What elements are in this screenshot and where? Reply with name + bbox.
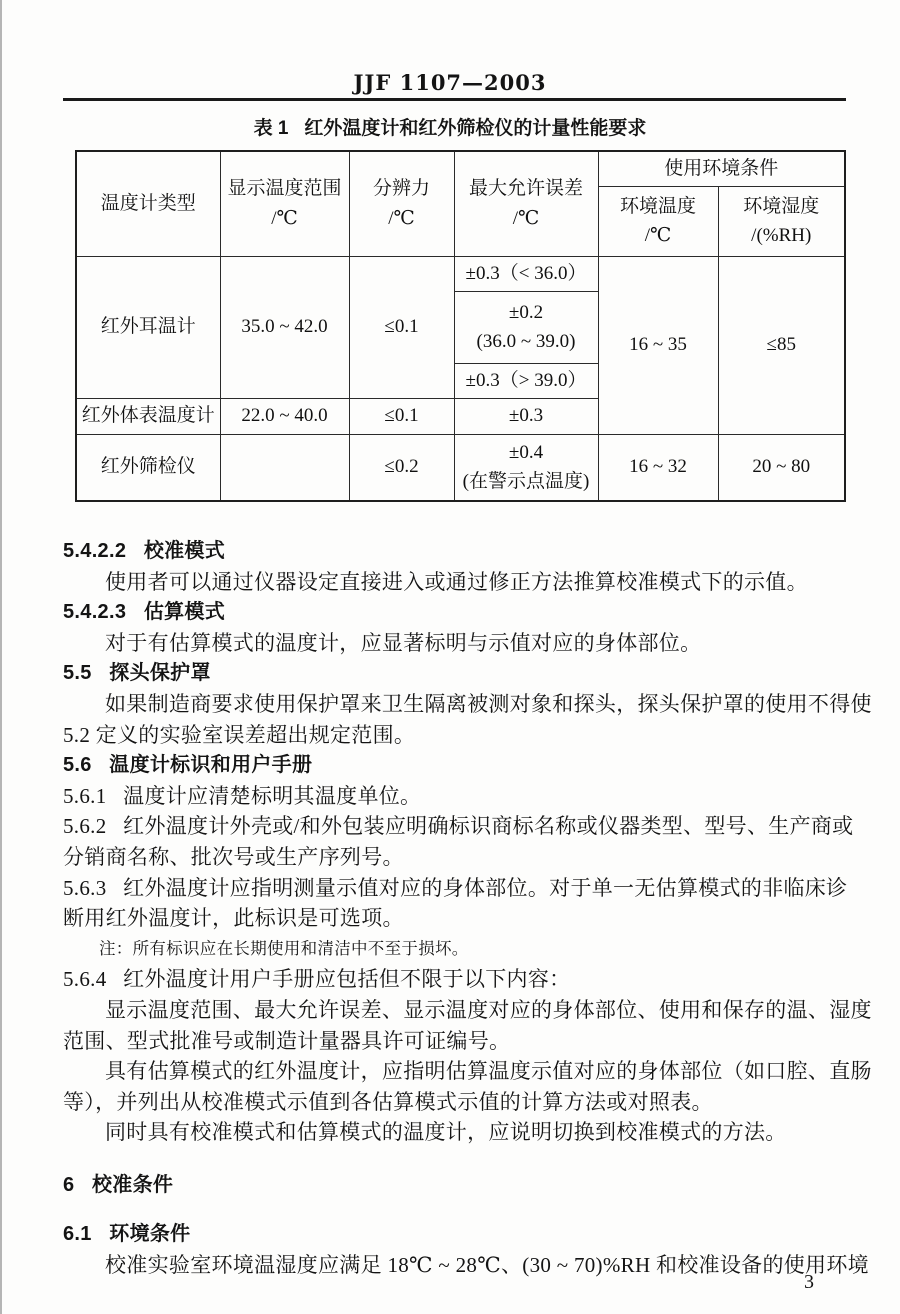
cell-screening-mpe-value: ±0.4: [508, 441, 544, 463]
cell-ear-type: 红外耳温计: [76, 256, 220, 398]
text-line: 显示温度范围、最大允许误差、显示温度对应的身体部位、使用和保存的温、湿度: [105, 997, 872, 1022]
text-line: 使用者可以通过仪器设定直接进入或通过修正方法推算校准模式下的示值。: [105, 569, 808, 594]
th-env-hum-unit: /(%RH): [751, 225, 812, 246]
body-text: [63, 536, 872, 1281]
document-code: JJF 1107—2003: [353, 70, 547, 95]
th-env-temp-label: 环境温度: [619, 195, 696, 217]
cell-skin-range: 22.0 ~ 40.0: [220, 398, 349, 434]
th-env-temp-unit: /℃: [644, 225, 672, 246]
text-line: 5.2 定义的实验室误差超出规定范围。: [63, 722, 416, 747]
cell-ear-mpe-mid: [454, 291, 598, 363]
text-line: 分销商名称、批次号或生产序列号。: [63, 844, 404, 869]
clause-heading: 5.6 温度计标识和用户手册: [63, 754, 313, 777]
note-line: 注：所有标识应在长期使用和清洁中不至于损坏。: [99, 938, 469, 958]
th-resolution-label: 分辨力: [372, 178, 430, 200]
text-line: 校准实验室环境温湿度应满足 18℃ ~ 28℃、(30 ~ 70)%RH 和校准设备的使用环境: [105, 1253, 869, 1278]
th-display-range: [220, 151, 349, 256]
clause-heading: 5.4.2.2 校准模式: [63, 540, 226, 562]
cell-ear-env-temp: 16 ~ 35: [598, 256, 718, 434]
page-number: 3: [804, 1271, 814, 1293]
cell-skin-type: 红外体表温度计: [76, 398, 220, 434]
cell-ear-mpe-high: ±0.3（> 39.0）: [454, 363, 598, 398]
cell-ear-mpe-low: ±0.3（< 36.0）: [454, 256, 598, 291]
th-env-temp: [598, 186, 718, 256]
cell-skin-resolution: ≤0.1: [349, 398, 454, 434]
text-line: 范围、型式批准号或制造计量器具许可证编号。: [63, 1028, 511, 1053]
th-display-range-unit: /℃: [271, 207, 298, 229]
text-line: 5.6.4 红外温度计用户手册应包括但不限于以下内容：: [63, 967, 571, 992]
cell-ear-range: 35.0 ~ 42.0: [220, 256, 349, 398]
header-divider: [63, 98, 846, 101]
clause-heading: 5.4.2.3 估算模式: [63, 601, 226, 624]
cell-screening-type: 红外筛检仪: [76, 434, 220, 501]
text-line: 对于有估算模式的温度计，应显著标明与示值对应的身体部位。: [105, 630, 702, 655]
text-line: 5.6.3 红外温度计应指明测量示值对应的身体部位。对于单一无估算模式的非临床诊: [63, 875, 848, 900]
th-mpe: [454, 151, 598, 256]
cell-screening-mpe-note: (在警示点温度): [462, 471, 590, 493]
text-line: 如果制造商要求使用保护罩来卫生隔离被测对象和探头，探头保护罩的使用不得使: [105, 691, 872, 716]
performance-table: [75, 150, 846, 502]
cell-screening-resolution: ≤0.2: [349, 434, 454, 501]
th-resolution: [349, 151, 454, 256]
cell-screening-env-temp: 16 ~ 32: [598, 434, 718, 501]
text-line: 断用红外温度计，此标识是可选项。: [63, 906, 404, 931]
th-display-range-label: 显示温度范围: [227, 178, 342, 200]
table-title: 表 1 红外温度计和红外筛检仪的计量性能要求: [253, 118, 647, 139]
th-env-hum-label: 环境湿度: [743, 195, 820, 217]
cell-screening-range: [220, 434, 349, 501]
clause-heading: 6.1 环境条件: [63, 1223, 191, 1246]
cell-screening-mpe: [454, 434, 598, 501]
th-resolution-unit: /℃: [388, 207, 415, 229]
text-line: 同时具有校准模式和估算模式的温度计，应说明切换到校准模式的方法。: [105, 1120, 787, 1145]
cell-ear-resolution: ≤0.1: [349, 256, 454, 398]
text-line: 具有估算模式的红外温度计，应指明估算温度示值对应的身体部位（如口腔、直肠: [105, 1059, 872, 1084]
text-line: 5.6.2 红外温度计外壳或/和外包装应明确标识商标名称或仪器类型、型号、生产商或: [63, 814, 854, 839]
clause-heading: 5.5 探头保护罩: [63, 662, 211, 685]
section-heading: 6 校准条件: [63, 1173, 174, 1196]
th-mpe-unit: /℃: [512, 207, 540, 229]
cell-skin-mpe: ±0.3: [454, 398, 598, 434]
cell-ear-env-hum: ≤85: [718, 256, 845, 434]
scan-edge-line: [0, 0, 2, 1314]
th-env-hum: [718, 186, 845, 256]
cell-screening-env-hum: 20 ~ 80: [718, 434, 845, 501]
th-mpe-label: 最大允许误差: [468, 178, 583, 200]
th-environment: 使用环境条件: [598, 151, 845, 186]
th-thermometer-type: 温度计类型: [76, 151, 220, 256]
cell-ear-mpe-mid-value: ±0.2: [508, 301, 544, 323]
text-line: 等），并列出从校准模式示值到各估算模式示值的计算方法或对照表。: [63, 1089, 713, 1114]
cell-ear-mpe-mid-range: (36.0 ~ 39.0): [476, 331, 576, 352]
text-line: 5.6.1 温度计应清楚标明其温度单位。: [63, 783, 422, 808]
